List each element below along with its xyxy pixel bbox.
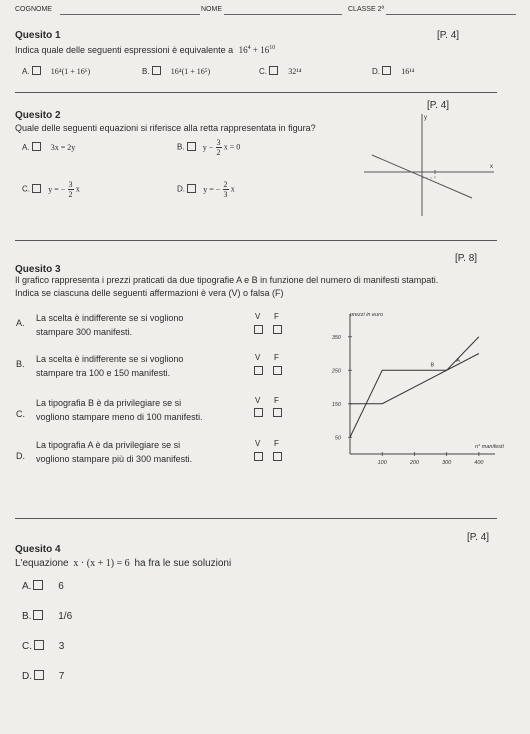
chart-x-tick-label: 400 [474,460,484,466]
q4-option-a[interactable] [22,580,64,592]
q3-question-text: Il grafico rappresenta i prezzi praticati da due tipografie A e B in funzione del numero di manifesti stampati. [15,275,439,285]
q4-option-b-text: 1/6 [58,611,73,622]
q2-option-b-checkbox[interactable] [187,142,196,151]
q4-option-d-checkbox[interactable] [34,670,44,680]
q3-item-d-v-label: V [255,439,261,448]
q3-title: Quesito 3 [15,264,61,275]
chart-series-label-b: B [430,362,435,369]
q2-option-d-post: x [230,184,235,194]
q4-option-c-checkbox[interactable] [34,640,44,650]
q2-option-c-checkbox[interactable] [32,184,41,193]
q2-option-c-den: 2 [68,190,73,199]
q1-option-c-checkbox[interactable] [269,66,278,75]
q1-option-b-letter: B. [142,67,150,76]
q2-option-b-post: x = 0 [223,142,241,152]
q2-option-a-text: 3x = 2y [50,143,76,152]
q1-option-d-text: 16¹⁴ [401,67,415,76]
q3-item-d-letter: D. [16,451,25,461]
q3-item-c-text [36,396,203,424]
q1-option-d-checkbox[interactable] [382,66,391,75]
q2-option-a-letter: A. [22,143,30,152]
q4-option-a-letter: A. [22,581,32,592]
q2-option-c-letter: C. [22,184,30,194]
q2-option-c[interactable] [22,180,80,199]
q4-option-c-letter: C. [22,641,32,652]
q3-item-b-f-label: F [274,353,279,362]
divider-3 [15,518,497,519]
q3-item-c-f-checkbox[interactable] [273,408,282,417]
q2-question-text: Quale delle seguenti equazioni si riferisce alla retta rappresentata in figura? [15,123,316,133]
q2-option-b-num: 3 [216,138,221,147]
q2-option-c-fraction [68,180,74,199]
class-line[interactable] [386,14,516,15]
q3-instruction-text: Indica se ciascuna delle seguenti affermazioni è vera (V) o falsa (F) [15,288,284,298]
q3-item-d-v-checkbox[interactable] [254,452,263,461]
q2-option-a-checkbox[interactable] [32,142,41,151]
q3-item-b-v-label: V [255,353,261,362]
q3-item-a-text [36,311,183,339]
q2-option-d-pre: y = − [203,184,221,194]
q3-item-c-line2: vogliono stampare meno di 100 manifesti. [36,412,203,422]
q4-equation: x · (x + 1) = 6 [73,558,130,569]
chart-y-tick-label: 350 [331,334,341,341]
q2-option-b[interactable] [177,138,240,157]
q2-option-b-pre: y − [202,142,214,152]
q4-question-pre: L'equazione [15,558,69,569]
q3-item-b-v-checkbox[interactable] [254,366,263,375]
q2-option-d[interactable] [177,180,235,199]
q1-option-c-letter: C. [259,67,267,76]
q3-item-d-line2: vogliono stampare più di 300 manifesti. [36,454,193,464]
q3-item-c-letter: C. [16,409,25,419]
q2-option-d-letter: D. [177,184,185,194]
q1-option-b-checkbox[interactable] [152,66,161,75]
q4-option-c[interactable] [22,640,64,652]
q1-option-b-text: 16⁴(1 + 16⁵) [170,67,211,76]
price-chart [310,306,510,476]
surname-label: COGNOME [15,6,52,13]
q1-points: [P. 4] [437,30,460,41]
q1-expr-exp1: 4 [247,45,251,51]
chart-y-tick-label: 150 [331,401,341,408]
q3-item-b-letter: B. [16,359,25,369]
q2-points: [P. 4] [427,100,450,111]
q1-question-text: Indica quale delle seguenti espressioni è equivalente a [15,45,234,55]
chart-y-tick-label: 250 [331,368,341,375]
q3-item-a-f-label: F [274,312,279,321]
q2-option-c-post: x [75,184,80,194]
q3-points: [P. 8] [455,253,478,264]
q2-line-figure [362,110,502,220]
chart-series-label-a: A [456,358,461,365]
q3-item-b-line1: La scelta è indifferente se si vogliono [36,354,184,364]
q4-option-b[interactable] [22,610,72,622]
q3-item-a-letter: A. [16,318,25,328]
q2-option-b-fraction [216,138,222,157]
q4-option-d-letter: D. [22,671,32,682]
q3-item-d-text [36,438,192,466]
divider-1 [15,92,497,93]
q4-option-c-text: 3 [58,641,65,652]
q3-item-d-f-checkbox[interactable] [273,452,282,461]
q3-item-a-v-label: V [255,312,261,321]
q2-option-b-den: 2 [216,148,221,157]
q2-option-d-fraction [223,180,229,199]
q3-item-a-v-checkbox[interactable] [254,325,263,334]
q3-item-b-f-checkbox[interactable] [273,366,282,375]
q2-option-b-letter: B. [177,142,185,152]
q4-option-b-letter: B. [22,611,32,622]
q2-x-label: x [490,164,493,170]
q3-item-d-line1: La tipografia A è da privilegiare se si [36,440,181,450]
surname-line[interactable] [60,14,200,15]
q4-option-a-checkbox[interactable] [33,580,43,590]
q2-y-label: y [424,115,427,121]
q1-option-a-letter: A. [22,67,30,76]
divider-2 [15,240,497,241]
q1-option-d-letter: D. [372,67,380,76]
chart-y-title: prezzi in euro [350,312,384,318]
q3-item-b-line2: stampare tra 100 e 150 manifesti. [36,368,171,378]
q4-title: Quesito 4 [15,544,61,555]
q1-option-b[interactable] [142,66,210,76]
q1-expression [239,45,276,55]
q2-option-d-checkbox[interactable] [187,184,196,193]
q1-question [15,45,275,55]
q2-option-a[interactable] [22,142,75,152]
q1-option-c[interactable] [259,66,301,76]
q2-title: Quesito 2 [15,110,61,121]
q1-title: Quesito 1 [15,30,61,41]
q1-expr-base: 16 [238,45,248,55]
q4-option-a-text: 6 [58,581,64,592]
q4-option-b-checkbox[interactable] [33,610,43,620]
q3-item-c-f-label: F [274,396,279,405]
q1-option-a-text: 16⁴(1 + 16⁶) [50,67,91,76]
q3-item-b-text [36,352,183,380]
class-label: CLASSE 2ª [348,6,385,13]
q1-option-c-text: 32¹⁴ [288,67,302,76]
q4-question-post: ha fra le sue soluzioni [134,558,232,569]
q1-option-a[interactable] [22,66,90,76]
q4-question [15,558,231,569]
q1-option-d[interactable] [372,66,414,76]
q1-expr-exp2: 10 [269,45,276,51]
q2-option-d-num: 2 [223,180,228,189]
chart-y-tick-label: 50 [334,435,341,442]
name-label: NOME [201,6,222,13]
q3-item-a-line2: stampare 300 manifesti. [36,327,133,337]
chart-x-tick-label: 200 [409,460,420,466]
q3-item-c-line1: La tipografia B è da privilegiare se si [36,398,182,408]
q3-item-d-f-label: F [274,439,279,448]
q3-item-c-v-checkbox[interactable] [254,408,263,417]
q3-item-a-f-checkbox[interactable] [273,325,282,334]
q2-option-d-den: 3 [223,190,228,199]
name-line[interactable] [224,14,342,15]
q2-option-c-num: 3 [68,180,73,189]
q4-points: [P. 4] [467,532,490,543]
q1-expr-plus: + 16 [250,45,270,55]
chart-x-title: n° manifesti [475,444,504,450]
chart-x-tick-label: 100 [377,460,387,466]
q3-item-a-line1: La scelta è indifferente se si vogliono [36,313,184,323]
chart-x-tick-label: 300 [442,460,452,466]
q1-option-a-checkbox[interactable] [32,66,41,75]
q4-option-d-text: 7 [58,671,65,682]
q2-option-c-pre: y = − [48,184,66,194]
q4-option-d[interactable] [22,670,64,682]
q3-item-c-v-label: V [255,396,261,405]
